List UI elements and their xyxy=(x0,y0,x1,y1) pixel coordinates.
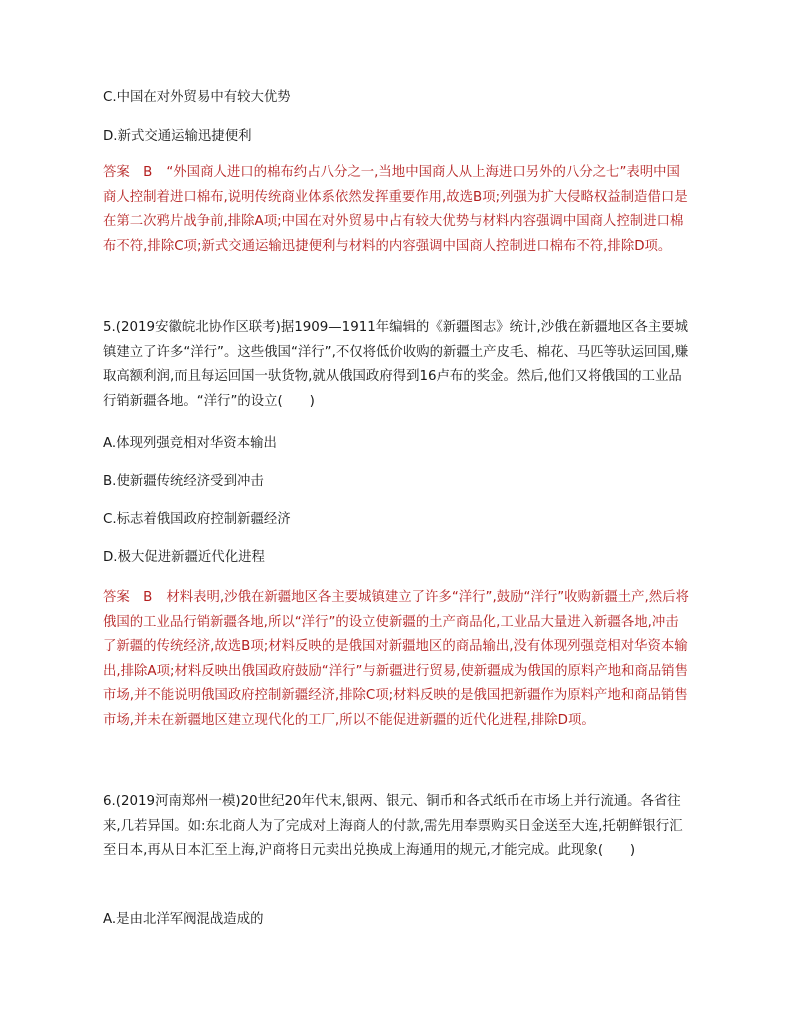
answer-q4 xyxy=(103,161,691,259)
answer-tag: 答案 B xyxy=(103,590,153,605)
option-a-q5: A.体现列强竞相对华资本输出 xyxy=(103,436,277,451)
answer-text: 材料表明,沙俄在新疆地区各主要城镇建立了许多“洋行”,鼓励“洋行”收购新疆土产,然后将俄国的工业品行销新疆各地,所以“洋行”的设立使新疆的土产商品化,工业品大量进入新疆各地,冲击了新疆的传统经济,故选B项;材料反映的是俄国对新疆地区的商品输出,没有体现列强竞相对华资本输出,排除A项;材料反映出俄国政府鼓励“洋行”与新疆进行贸易,使新疆成为俄国的原料产地和商品销售市场,并不能说明俄国政府控制新疆经济,排除C项;材料反映的是俄国把新疆作为原料产地和商品销售市场,并未在新疆地区建立现代化的工厂,所以不能促进新疆的近代化进程,排除D项。 xyxy=(103,590,689,728)
option-d-q5: D.极大促进新疆近代化进程 xyxy=(103,550,265,565)
option-c-q4: C.中国在对外贸易中有较大优势 xyxy=(103,90,291,105)
question-5: 5.(2019安徽皖北协作区联考)据1909—1911年编辑的《新疆图志》统计,沙俄在新疆地区各主要城镇建立了许多“洋行”。这些俄国“洋行”,不仅将低价收购的新疆土产皮毛、棉花、马匹等驮运回国,赚取高额利润,而且每运回国一驮货物,就从俄国政府得到16卢布的奖金。然后,他们又将俄国的工业品行销新疆各地。“洋行”的设立( ) xyxy=(103,320,689,409)
option-b-q5: B.使新疆传统经济受到冲击 xyxy=(103,474,264,489)
answer-text: “外国商人进口的棉布约占八分之一,当地中国商人从上海进口另外的八分之七”表明中国商人控制着进口棉布,说明传统商业体系依然发挥重要作用,故选B项;列强为扩大侵略权益制造借口是在第二次鸦片战争前,排除A项;中国在对外贸易中占有较大优势与材料内容强调中国商人控制进口棉布不符,排除C项;新式交通运输迅捷便利与材料的内容强调中国商人控制进口棉布不符,排除D项。 xyxy=(103,165,688,254)
option-d-q4: D.新式交通运输迅捷便利 xyxy=(103,129,252,144)
option-c-q5: C.标志着俄国政府控制新疆经济 xyxy=(103,512,291,527)
answer-q5 xyxy=(103,586,691,733)
option-a-q6: A.是由北洋军阀混战造成的 xyxy=(103,912,264,927)
question-6: 6.(2019河南郑州一模)20世纪20年代末,银两、银元、铜币和各式纸币在市场上并行流通。各省往来,几若异国。如:东北商人为了完成对上海商人的付款,需先用奉票购买日金送至大连,托朝鲜银行汇至日本,再从日本汇至上海,沪商将日元卖出兑换成上海通用的规元,才能完成。此现象( ) xyxy=(103,794,683,858)
answer-tag: 答案 B xyxy=(103,165,153,180)
